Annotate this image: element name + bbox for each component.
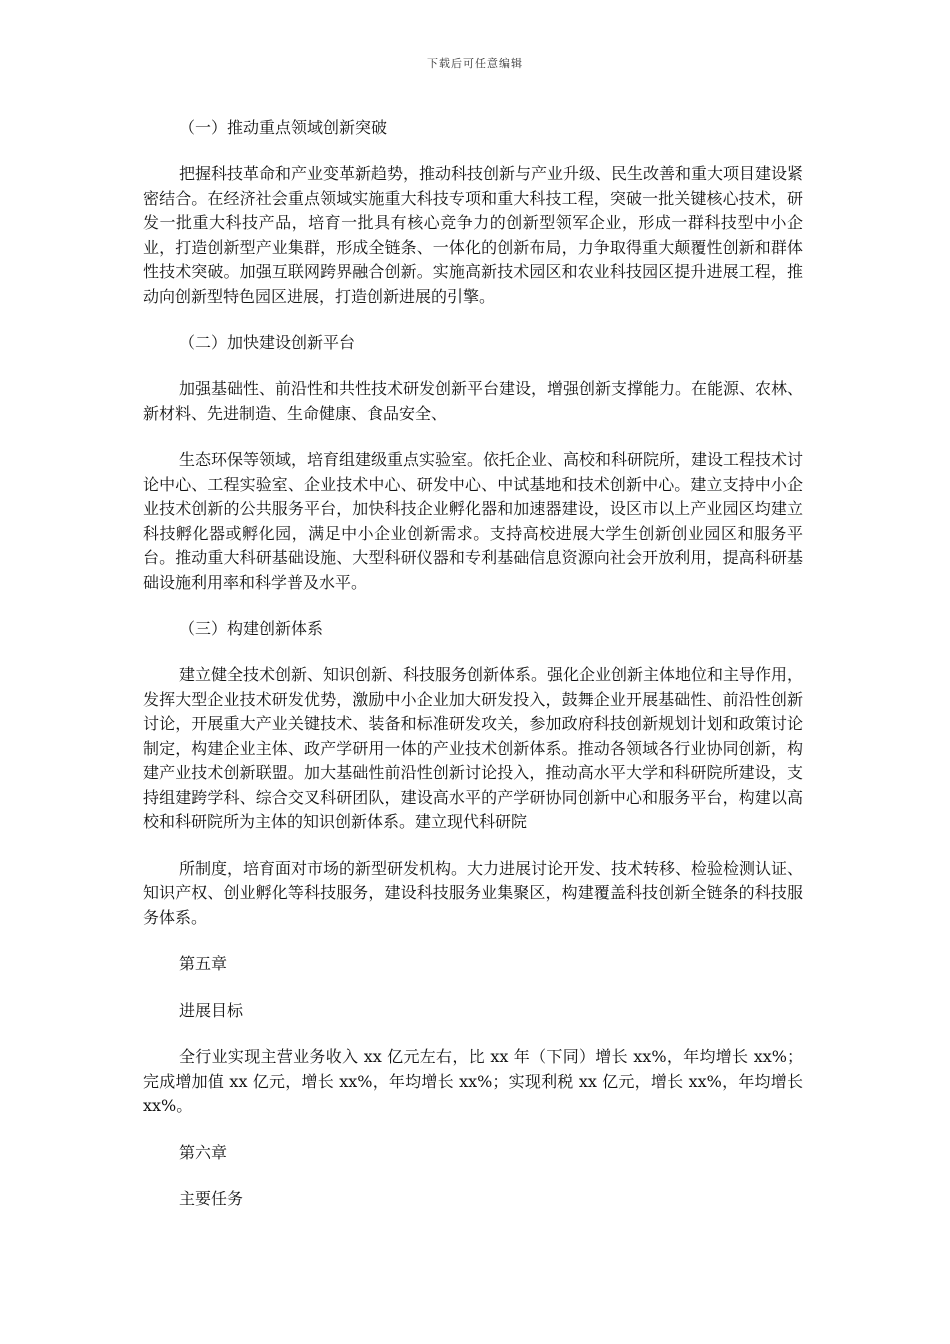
paragraph-innovation-system: 建立健全技术创新、知识创新、科技服务创新体系。强化企业创新主体地位和主导作用，发挥大型企业技术研发优势，激励中小企业加大研发投入，鼓舞企业开展基础性、前沿性创新讨论，开展重大产业关键技术、装备和标准研发攻关，参加政府科技创新规划计划和政策讨论制定，构建企业主体、政产学研用一体的产业技术创新体系。推动各领域各行业协同创新，构建产业技术创新联盟。加大基础性前沿性创新讨论投入，推动高水平大学和科研院所建设，支持组建跨学科、综合交叉科研团队，建设高水平的产学研协同创新中心和服务平台，构建以高校和科研院所为主体的知识创新体系。建立现代科研院 bbox=[143, 665, 804, 831]
paragraph-research-institutions: 所制度，培育面对市场的新型研发机构。大力进展讨论开发、技术转移、检验检测认证、知识产权、创业孵化等科技服务，建设科技服务业集聚区，构建覆盖科技创新全链条的科技服务体系。 bbox=[143, 858, 804, 927]
section-heading-3: （三）构建创新体系 bbox=[179, 619, 324, 638]
paragraph-innovation-breakthrough: 把握科技革命和产业变革新趋势，推动科技创新与产业升级、民生改善和重大项目建设紧密结合。在经济社会重点领域实施重大科技专项和重大科技工程，突破一批关键核心技术，研发一批重大科技产品，培育一批具有核心竞争力的创新型领军企业，形成一群科技型中小企业，打造创新型产业集群，形成全链条、一体化的创新布局，力争取得重大颠覆性创新和群体性技术突破。加强互联网跨界融合创新。实施高新技术园区和农业科技园区提升进展工程，推动向创新型特色园区进展，打造创新进展的引擎。 bbox=[143, 164, 804, 306]
paragraph-platform-details: 生态环保等领域，培育组建级重点实验室。依托企业、高校和科研院所，建设工程技术讨论中心、工程实验室、企业技术中心、研发中心、中试基地和技术创新中心。建立支持中小企业技术创新的公共服务平台，加快科技企业孵化器和加速器建设，设区市以上产业园区均建立科技孵化器或孵化园，满足中小企业创新需求。支持高校进展大学生创新创业园区和服务平台。推动重大科研基础设施、大型科研仪器和专利基础信息资源向社会开放利用，提高科研基础设施利用率和科学普及水平。 bbox=[143, 450, 804, 592]
chapter-five-title: 第五章 bbox=[179, 954, 228, 973]
document-body bbox=[143, 116, 803, 1234]
paragraph-platform-intro: 加强基础性、前沿性和共性技术研发创新平台建设，增强创新支撑能力。在能源、农林、新材料、先进制造、生命健康、食品安全、 bbox=[143, 379, 804, 423]
chapter-six-subtitle: 主要任务 bbox=[179, 1189, 244, 1208]
section-heading-2: （二）加快建设创新平台 bbox=[179, 333, 356, 352]
page-header-note: 下载后可任意编辑 bbox=[427, 57, 523, 70]
chapter-six-title: 第六章 bbox=[179, 1142, 228, 1162]
section-heading-1: （一）推动重点领域创新突破 bbox=[179, 118, 388, 137]
chapter-five-subtitle: 进展目标 bbox=[179, 1000, 244, 1020]
paragraph-development-goals: 全行业实现主营业务收入 xx 亿元左右，比 xx 年（下同）增长 xx%，年均增长 xx%；完成增加值 xx 亿元，增长 xx%，年均增长 xx%；实现利税 xx 亿元，增长 xx%，年均增长 xx%。 bbox=[143, 1047, 803, 1115]
